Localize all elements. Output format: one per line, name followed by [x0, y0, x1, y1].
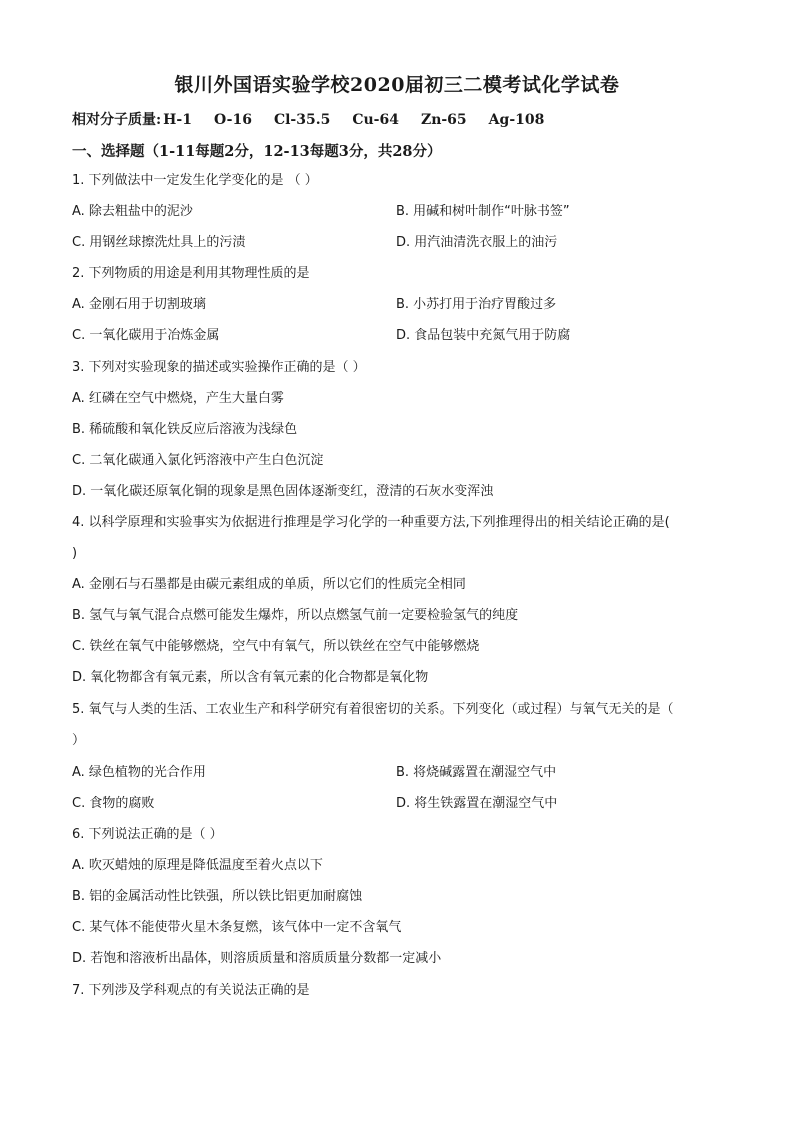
q1-option-a: A. 除去粗盐中的泥沙 [72, 204, 193, 219]
q5-option-b: B. 将烧碱露置在潮湿空气中 [396, 765, 557, 780]
q4-stem-continuation: ) [72, 546, 78, 561]
q5-option-d: D. 将生铁露置在潮湿空气中 [396, 796, 558, 811]
q6-stem: 6. 下列说法正确的是（ ） [72, 827, 223, 842]
q5-option-a: A. 绿色植物的光合作用 [72, 765, 206, 780]
exam-title: 银川外国语实验学校2020届初三二模考试化学试卷 [174, 74, 620, 96]
q3-option-b: B. 稀硫酸和氧化铁反应后溶液为浅绿色 [72, 422, 298, 437]
q1-option-c: C. 用钢丝球擦洗灶具上的污渍 [72, 235, 246, 250]
q2-stem: 2. 下列物质的用途是利用其物理性质的是 [72, 266, 310, 281]
mass-zn: Zn-65 [420, 112, 467, 128]
q6-option-c: C. 某气体不能使带火星木条复燃，该气体中一定不含氧气 [72, 920, 402, 935]
q3-stem: 3. 下列对实验现象的描述或实验操作正确的是（ ） [72, 360, 366, 375]
q6-option-d: D. 若饱和溶液析出晶体，则溶质质量和溶质质量分数都一定减小 [72, 951, 442, 966]
molar-mass-line [72, 109, 566, 129]
q2-option-b: B. 小苏打用于治疗胃酸过多 [396, 297, 557, 312]
q1-option-d: D. 用汽油清洗衣服上的油污 [396, 235, 558, 250]
mass-cl: Cl-35.5 [273, 112, 331, 128]
q4-option-b: B. 氢气与氧气混合点燃可能发生爆炸，所以点燃氢气前一定要检验氢气的纯度 [72, 608, 519, 623]
molar-mass-label: 相对分子质量: [72, 112, 162, 128]
q5-stem: 5. 氧气与人类的生活、工农业生产和科学研究有着很密切的关系。下列变化（或过程）与氧气无关的是（ [72, 702, 674, 717]
mass-h: H-1 [163, 112, 192, 128]
mass-cu: Cu-64 [352, 112, 399, 128]
mass-ag: Ag-108 [488, 112, 545, 128]
mass-o: O-16 [213, 112, 252, 128]
q4-option-a: A. 金刚石与石墨都是由碳元素组成的单质，所以它们的性质完全相同 [72, 577, 466, 592]
q7-stem: 7. 下列涉及学科观点的有关说法正确的是 [72, 983, 310, 998]
q2-option-a: A. 金刚石用于切割玻璃 [72, 297, 206, 312]
q6-option-b: B. 铝的金属活动性比铁强，所以铁比铝更加耐腐蚀 [72, 889, 363, 904]
q3-option-c: C. 二氧化碳通入氯化钙溶液中产生白色沉淀 [72, 453, 324, 468]
q3-option-d: D. 一氧化碳还原氧化铜的现象是黑色固体逐渐变红，澄清的石灰水变浑浊 [72, 484, 494, 499]
q2-option-d: D. 食品包装中充氮气用于防腐 [396, 328, 571, 343]
section-heading: 一、选择题（1-11每题2分，12-13每题3分，共28分） [72, 143, 442, 160]
q4-stem: 4. 以科学原理和实验事实为依据进行推理是学习化学的一种重要方法,下列推理得出的相关结论正确的是( [72, 515, 670, 530]
q6-option-a: A. 吹灭蜡烛的原理是降低温度至着火点以下 [72, 858, 323, 873]
q1-stem: 1. 下列做法中一定发生化学变化的是 （ ） [72, 173, 318, 188]
q4-option-d: D. 氧化物都含有氧元素，所以含有氧元素的化合物都是氧化物 [72, 670, 429, 685]
q5-stem-continuation: ） [72, 733, 86, 748]
q4-option-c: C. 铁丝在氧气中能够燃烧，空气中有氧气，所以铁丝在空气中能够燃烧 [72, 639, 480, 654]
q2-option-c: C. 一氧化碳用于冶炼金属 [72, 328, 220, 343]
q3-option-a: A. 红磷在空气中燃烧，产生大量白雾 [72, 391, 284, 406]
q1-option-b: B. 用碱和树叶制作“叶脉书签” [396, 204, 570, 219]
q5-option-c: C. 食物的腐败 [72, 796, 155, 811]
